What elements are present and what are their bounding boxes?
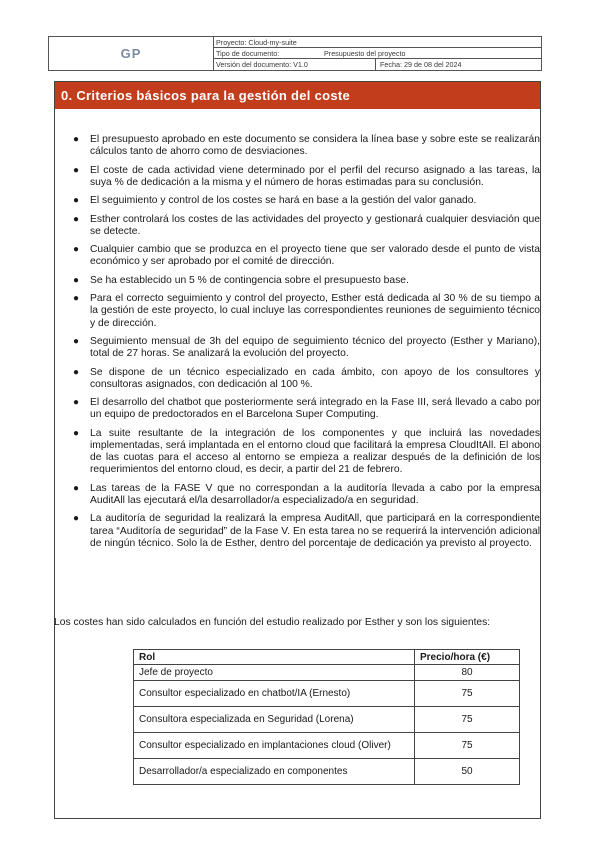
list-item: ● Esther controlará los costes de las actividades del proyecto y gestionará cualquier desviación que se detecte.: [73, 213, 540, 237]
list-item: ● La auditoría de seguridad la realizará la empresa AuditAll, que participará en la correspondiente tarea “Auditoría de seguridad” de la Fase V. En esta tarea no se requerirá la intervención adicional de ningún técnico. Solo la de Esther, dentro del porcentaje de dedicación ya previsto al proyecto.: [73, 513, 540, 549]
bullet-icon: ●: [73, 244, 80, 256]
doc-date: Fecha: 29 de 08 del 2024: [380, 60, 462, 69]
table-row: [134, 681, 520, 707]
bullet-icon: ●: [73, 366, 80, 378]
col-header-role: Rol: [134, 650, 415, 665]
company-logo: GP: [49, 37, 214, 70]
doc-type-row: [214, 48, 541, 59]
table-row: [134, 733, 520, 759]
bullet-icon: ●: [73, 134, 80, 145]
price-cell: 75: [415, 733, 520, 759]
list-item: ● La suite resultante de la integración de los componentes y que incluirá las novedades implementadas, será implantada en el entorno cloud que facilitará la empresa CloudItAll. El abono de las cuotas para el acceso al entorno se empieza a realizar después de la definición de los requerimientos del entorno cloud, es decir, a partir del 21 de febrero.: [73, 427, 540, 476]
role-cell: Desarrollador/a especializado en componentes: [134, 759, 415, 785]
role-cell: Jefe de proyecto: [134, 665, 415, 681]
price-cell: 75: [415, 707, 520, 733]
criteria-list: [36, 134, 540, 556]
bullet-icon: ●: [73, 397, 80, 409]
version-row: [214, 59, 541, 70]
bullet-icon: ●: [73, 195, 80, 207]
bullet-icon: ●: [73, 293, 80, 305]
project-name: Proyecto: Cloud-my-suite: [214, 37, 541, 48]
table-header-row: [134, 650, 520, 665]
price-cell: 80: [415, 665, 520, 681]
bullet-icon: ●: [73, 274, 80, 286]
list-item: ● Para el correcto seguimiento y control del proyecto, Esther está dedicada al 30 % de su tiempo a la gestión de este proyecto, lo cual incluye las correspondientes reuniones de seguimiento técnico y de dirección.: [73, 293, 540, 329]
doc-version: Versión del documento: V1.0: [214, 59, 376, 70]
bullet-icon: ●: [73, 164, 80, 176]
role-cell: Consultor especializado en chatbot/IA (Ernesto): [134, 681, 415, 707]
list-item: ● Las tareas de la FASE V que no correspondan a la auditoría llevada a cabo por la empresa AuditAll las ejecutará el/la desarrollador/a especializado/a en seguridad.: [73, 482, 540, 506]
table-row: [134, 707, 520, 733]
bullet-icon: ●: [73, 482, 80, 494]
price-cell: 75: [415, 681, 520, 707]
list-item: ● El seguimiento y control de los costes se hará en base a la gestión del valor ganado.: [73, 195, 477, 207]
bullet-icon: ●: [73, 335, 80, 347]
list-item: ● Se ha establecido un 5 % de contingencia sobre el presupuesto base.: [73, 274, 409, 286]
list-item: ● Cualquier cambio que se produzca en el proyecto tiene que ser valorado desde el punto de vista económico y ser aprobado por el comité de dirección.: [73, 244, 540, 268]
list-item: ● Se dispone de un técnico especializado en cada ámbito, con apoyo de los consultores y consultoras asignados, con dedicación al 100 %.: [73, 366, 540, 390]
cost-table: [133, 649, 520, 785]
price-cell: 50: [415, 759, 520, 785]
list-item: ● El presupuesto aprobado en este documento se considera la línea base y sobre este se realizarán cálculos tanto de ahorro como de desviaciones.: [73, 134, 540, 158]
bullet-icon: ●: [73, 213, 80, 225]
bullet-icon: ●: [73, 513, 80, 525]
role-cell: Consultora especializada en Seguridad (Lorena): [134, 707, 415, 733]
table-row: [134, 665, 520, 681]
section-title: 0. Criterios básicos para la gestión del coste: [55, 82, 540, 109]
doc-type-value: Presupuesto del proyecto: [324, 49, 406, 58]
table-row: [134, 759, 520, 785]
role-cell: Consultor especializado en implantaciones cloud (Oliver): [134, 733, 415, 759]
doc-type-label: Tipo de documento:: [216, 49, 280, 58]
list-item: ● El desarrollo del chatbot que posteriormente será integrado en la Fase III, será llevado a cabo por un equipo de predoctorados en el Barcelona Super Computing.: [73, 397, 540, 421]
bullet-icon: ●: [73, 427, 80, 439]
costs-intro: Los costes han sido calculados en función del estudio realizado por Esther y son los siguientes:: [54, 617, 491, 628]
list-item: ● El coste de cada actividad viene determinado por el perfil del recurso asignado a las tareas, la suya % de dedicación a la misma y el número de horas estimadas para su conclusión.: [73, 164, 540, 188]
col-header-price: Precio/hora (€): [415, 650, 520, 665]
document-header: [48, 36, 542, 71]
list-item: ● Seguimiento mensual de 3h del equipo de seguimiento técnico del proyecto (Esther y Mariano), total de 27 horas. Se analizará la evolución del proyecto.: [73, 335, 540, 360]
